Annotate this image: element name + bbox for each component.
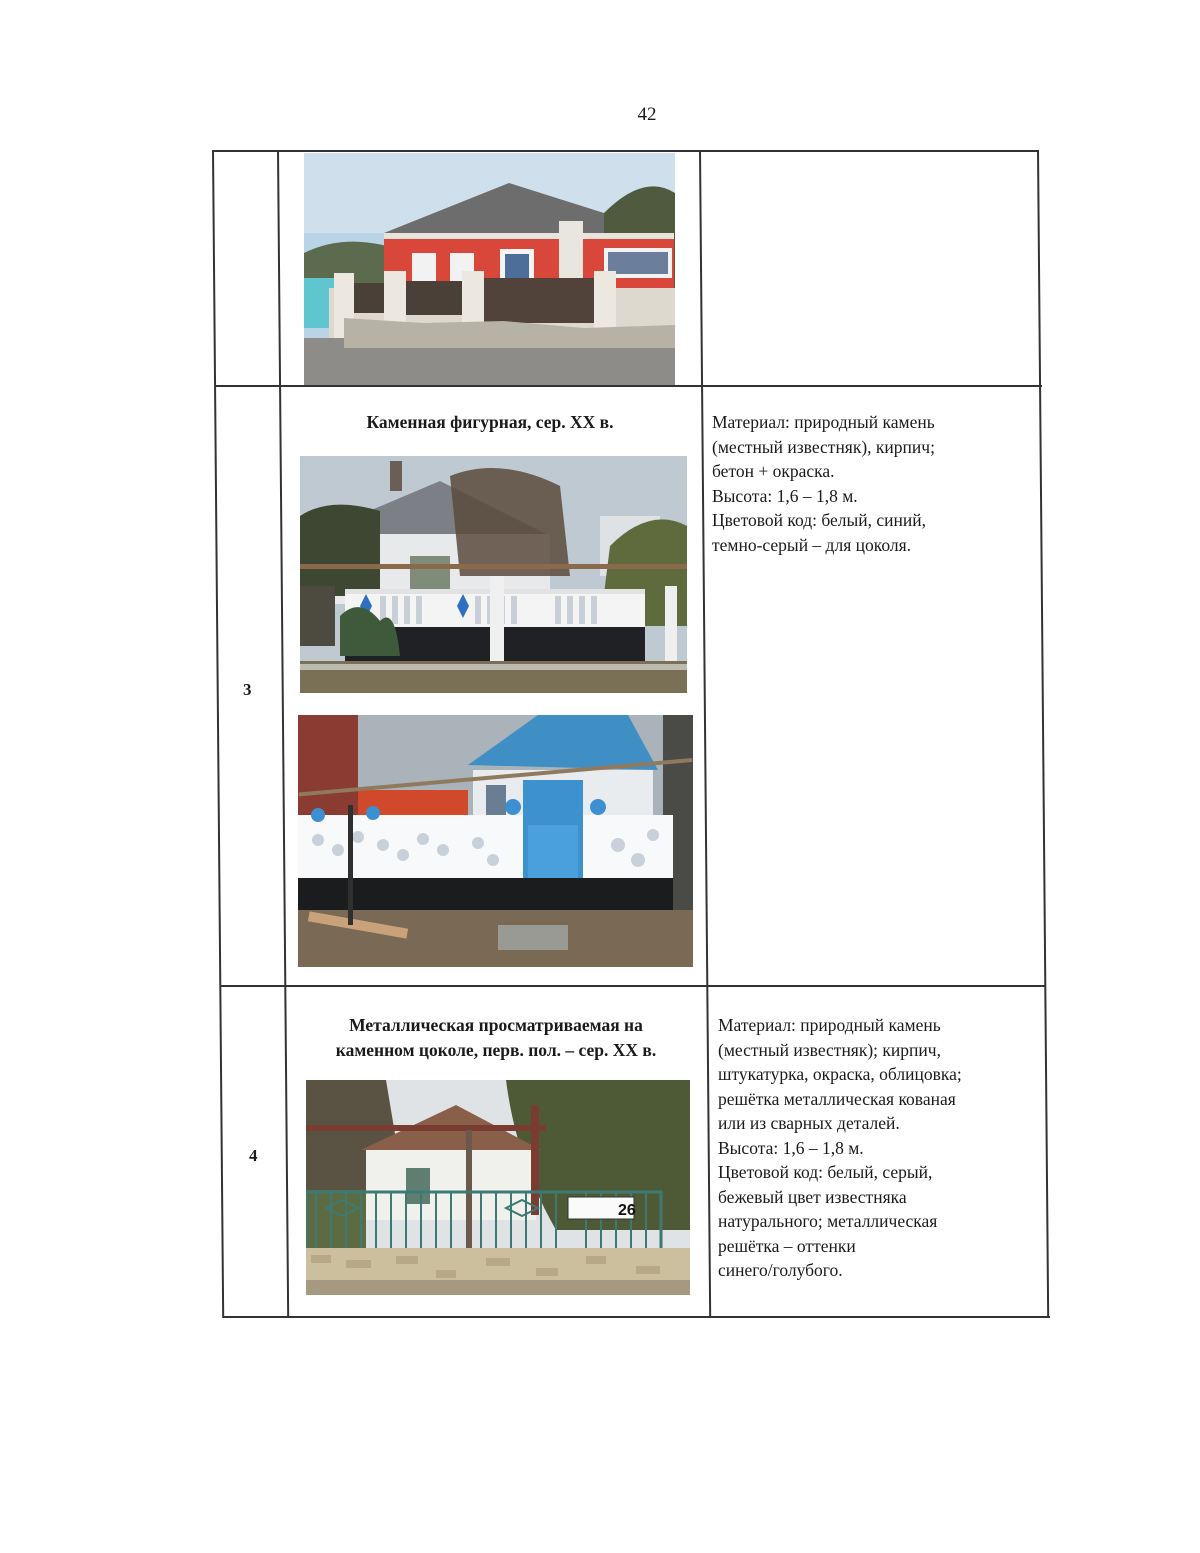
photo-balustrade-fence xyxy=(300,456,687,693)
description-line: Цветовой код: белый, синий, xyxy=(712,510,927,530)
column-divider-2 xyxy=(699,150,711,1318)
page-number: 42 xyxy=(637,104,657,125)
description-line: (местный известняк); кирпич, xyxy=(718,1039,941,1060)
description-line: или из сварных деталей. xyxy=(718,1113,900,1133)
row-divider-1 xyxy=(216,385,1042,387)
row-4-description xyxy=(718,1013,1043,1283)
description-line: Высота: 1,6 – 1,8 м. xyxy=(712,485,858,506)
row-divider-2 xyxy=(220,985,1046,987)
row-number-4: 4 xyxy=(249,1146,258,1165)
title-line: Металлическая просматриваемая на xyxy=(349,1015,643,1035)
row-number-3: 3 xyxy=(243,680,252,699)
row-3-title: Каменная фигурная, сер. XX в. xyxy=(366,412,614,432)
description-line: синего/голубого. xyxy=(718,1260,843,1280)
description-line: Цветовой код: белый, серый, xyxy=(718,1162,933,1182)
column-divider-1 xyxy=(277,150,289,1318)
description-line: натурального; металлическая xyxy=(718,1211,938,1231)
description-line: штукатурка, окраска, облицовка; xyxy=(718,1064,962,1084)
description-line: бежевый цвет известняка xyxy=(718,1186,907,1207)
description-line: решётка – оттенки xyxy=(718,1235,856,1256)
table-bottom-border xyxy=(223,1316,1050,1318)
description-line: Материал: природный камень xyxy=(712,412,935,432)
photo-red-house-white-fence xyxy=(304,153,675,385)
description-line: Материал: природный камень xyxy=(718,1015,941,1035)
description-line: (местный известняк), кирпич; xyxy=(712,436,935,457)
description-line: Высота: 1,6 – 1,8 м. xyxy=(718,1137,864,1158)
table-left-border xyxy=(212,150,224,1318)
description-line: решётка металлическая кованая xyxy=(718,1088,956,1109)
house-number-plate: 26 xyxy=(618,1202,636,1219)
description-line: темно-серый – для цоколя. xyxy=(712,534,912,555)
photo-blue-gate-fence xyxy=(298,715,693,967)
row-3-description xyxy=(712,410,1032,557)
table-top-border xyxy=(212,150,1039,152)
row-4-title xyxy=(290,1013,702,1062)
title-line: каменном цоколе, перв. пол. – сер. XX в. xyxy=(335,1039,657,1060)
description-line: бетон + окраска. xyxy=(712,461,835,481)
photo-metal-fence-stone-base xyxy=(306,1080,690,1295)
